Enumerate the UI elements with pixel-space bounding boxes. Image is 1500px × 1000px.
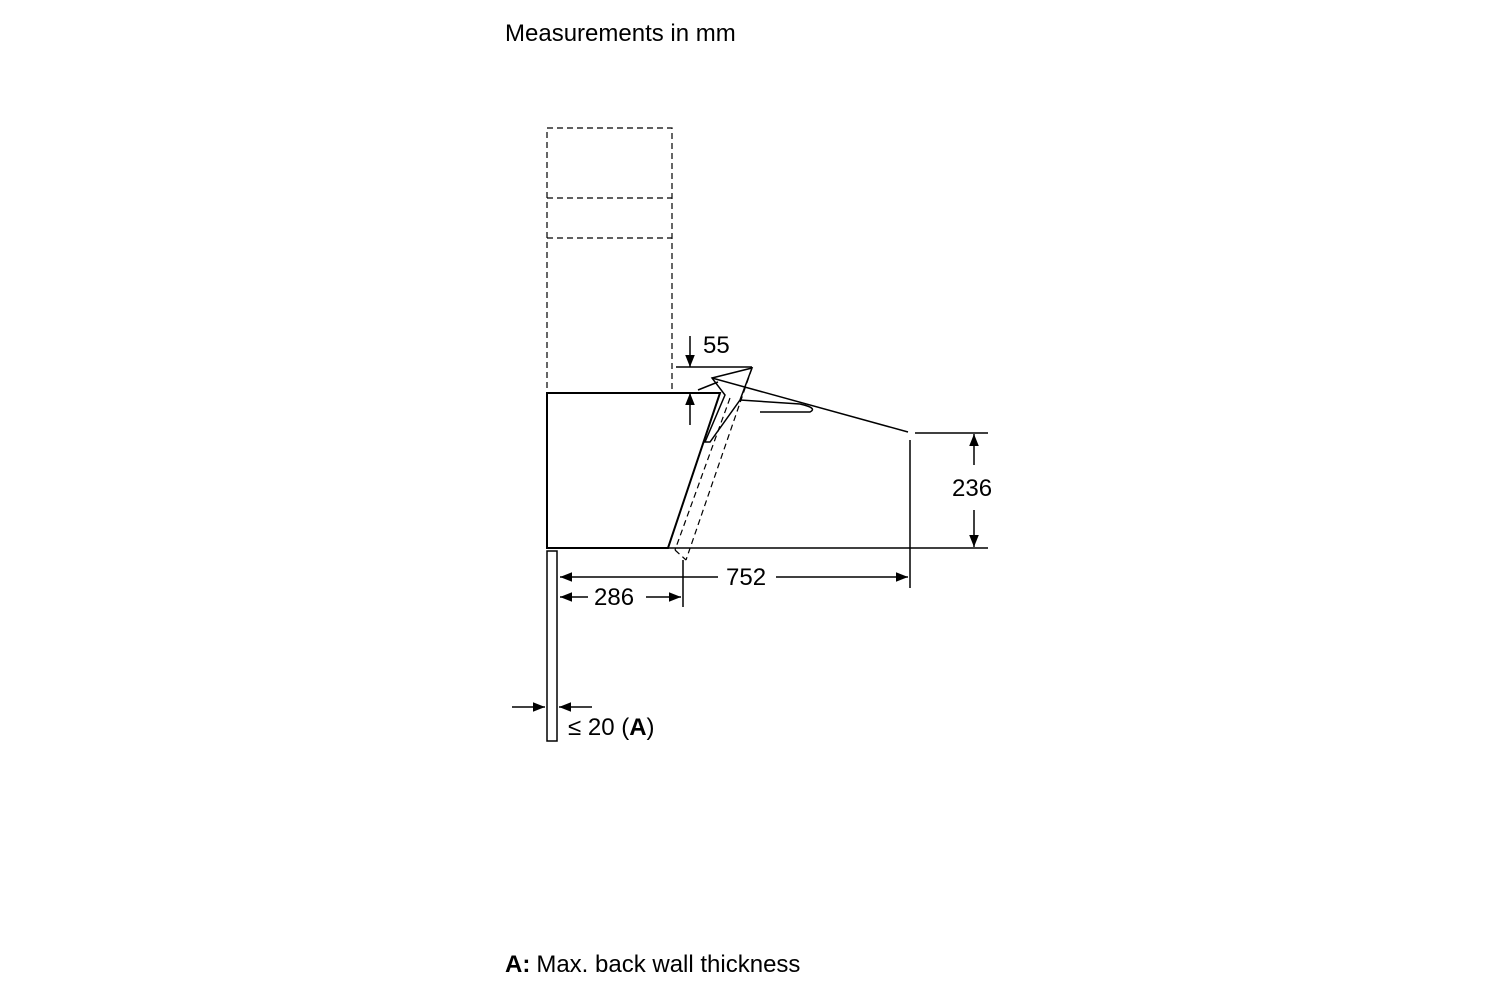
legend xyxy=(505,951,800,979)
dimension-55-label: 55 xyxy=(703,332,730,359)
chimney-outline xyxy=(547,128,672,393)
dimension-236 xyxy=(952,434,992,547)
dimension-wall-thickness xyxy=(512,707,655,741)
hood-body xyxy=(547,393,720,548)
wall-thickness-label: ≤ 20 (A) xyxy=(568,714,655,741)
back-wall xyxy=(547,551,557,741)
diagram-title: Measurements in mm xyxy=(505,20,736,47)
dimension-55 xyxy=(690,332,730,425)
dimension-286-label: 286 xyxy=(594,584,635,611)
legend-text: Max. back wall thickness xyxy=(536,951,801,978)
dimension-752-label: 752 xyxy=(726,564,767,591)
dimension-286 xyxy=(560,584,681,611)
legend-key: A: xyxy=(505,951,531,978)
dimension-236-label: 236 xyxy=(952,475,993,502)
glass-canopy xyxy=(675,368,908,560)
